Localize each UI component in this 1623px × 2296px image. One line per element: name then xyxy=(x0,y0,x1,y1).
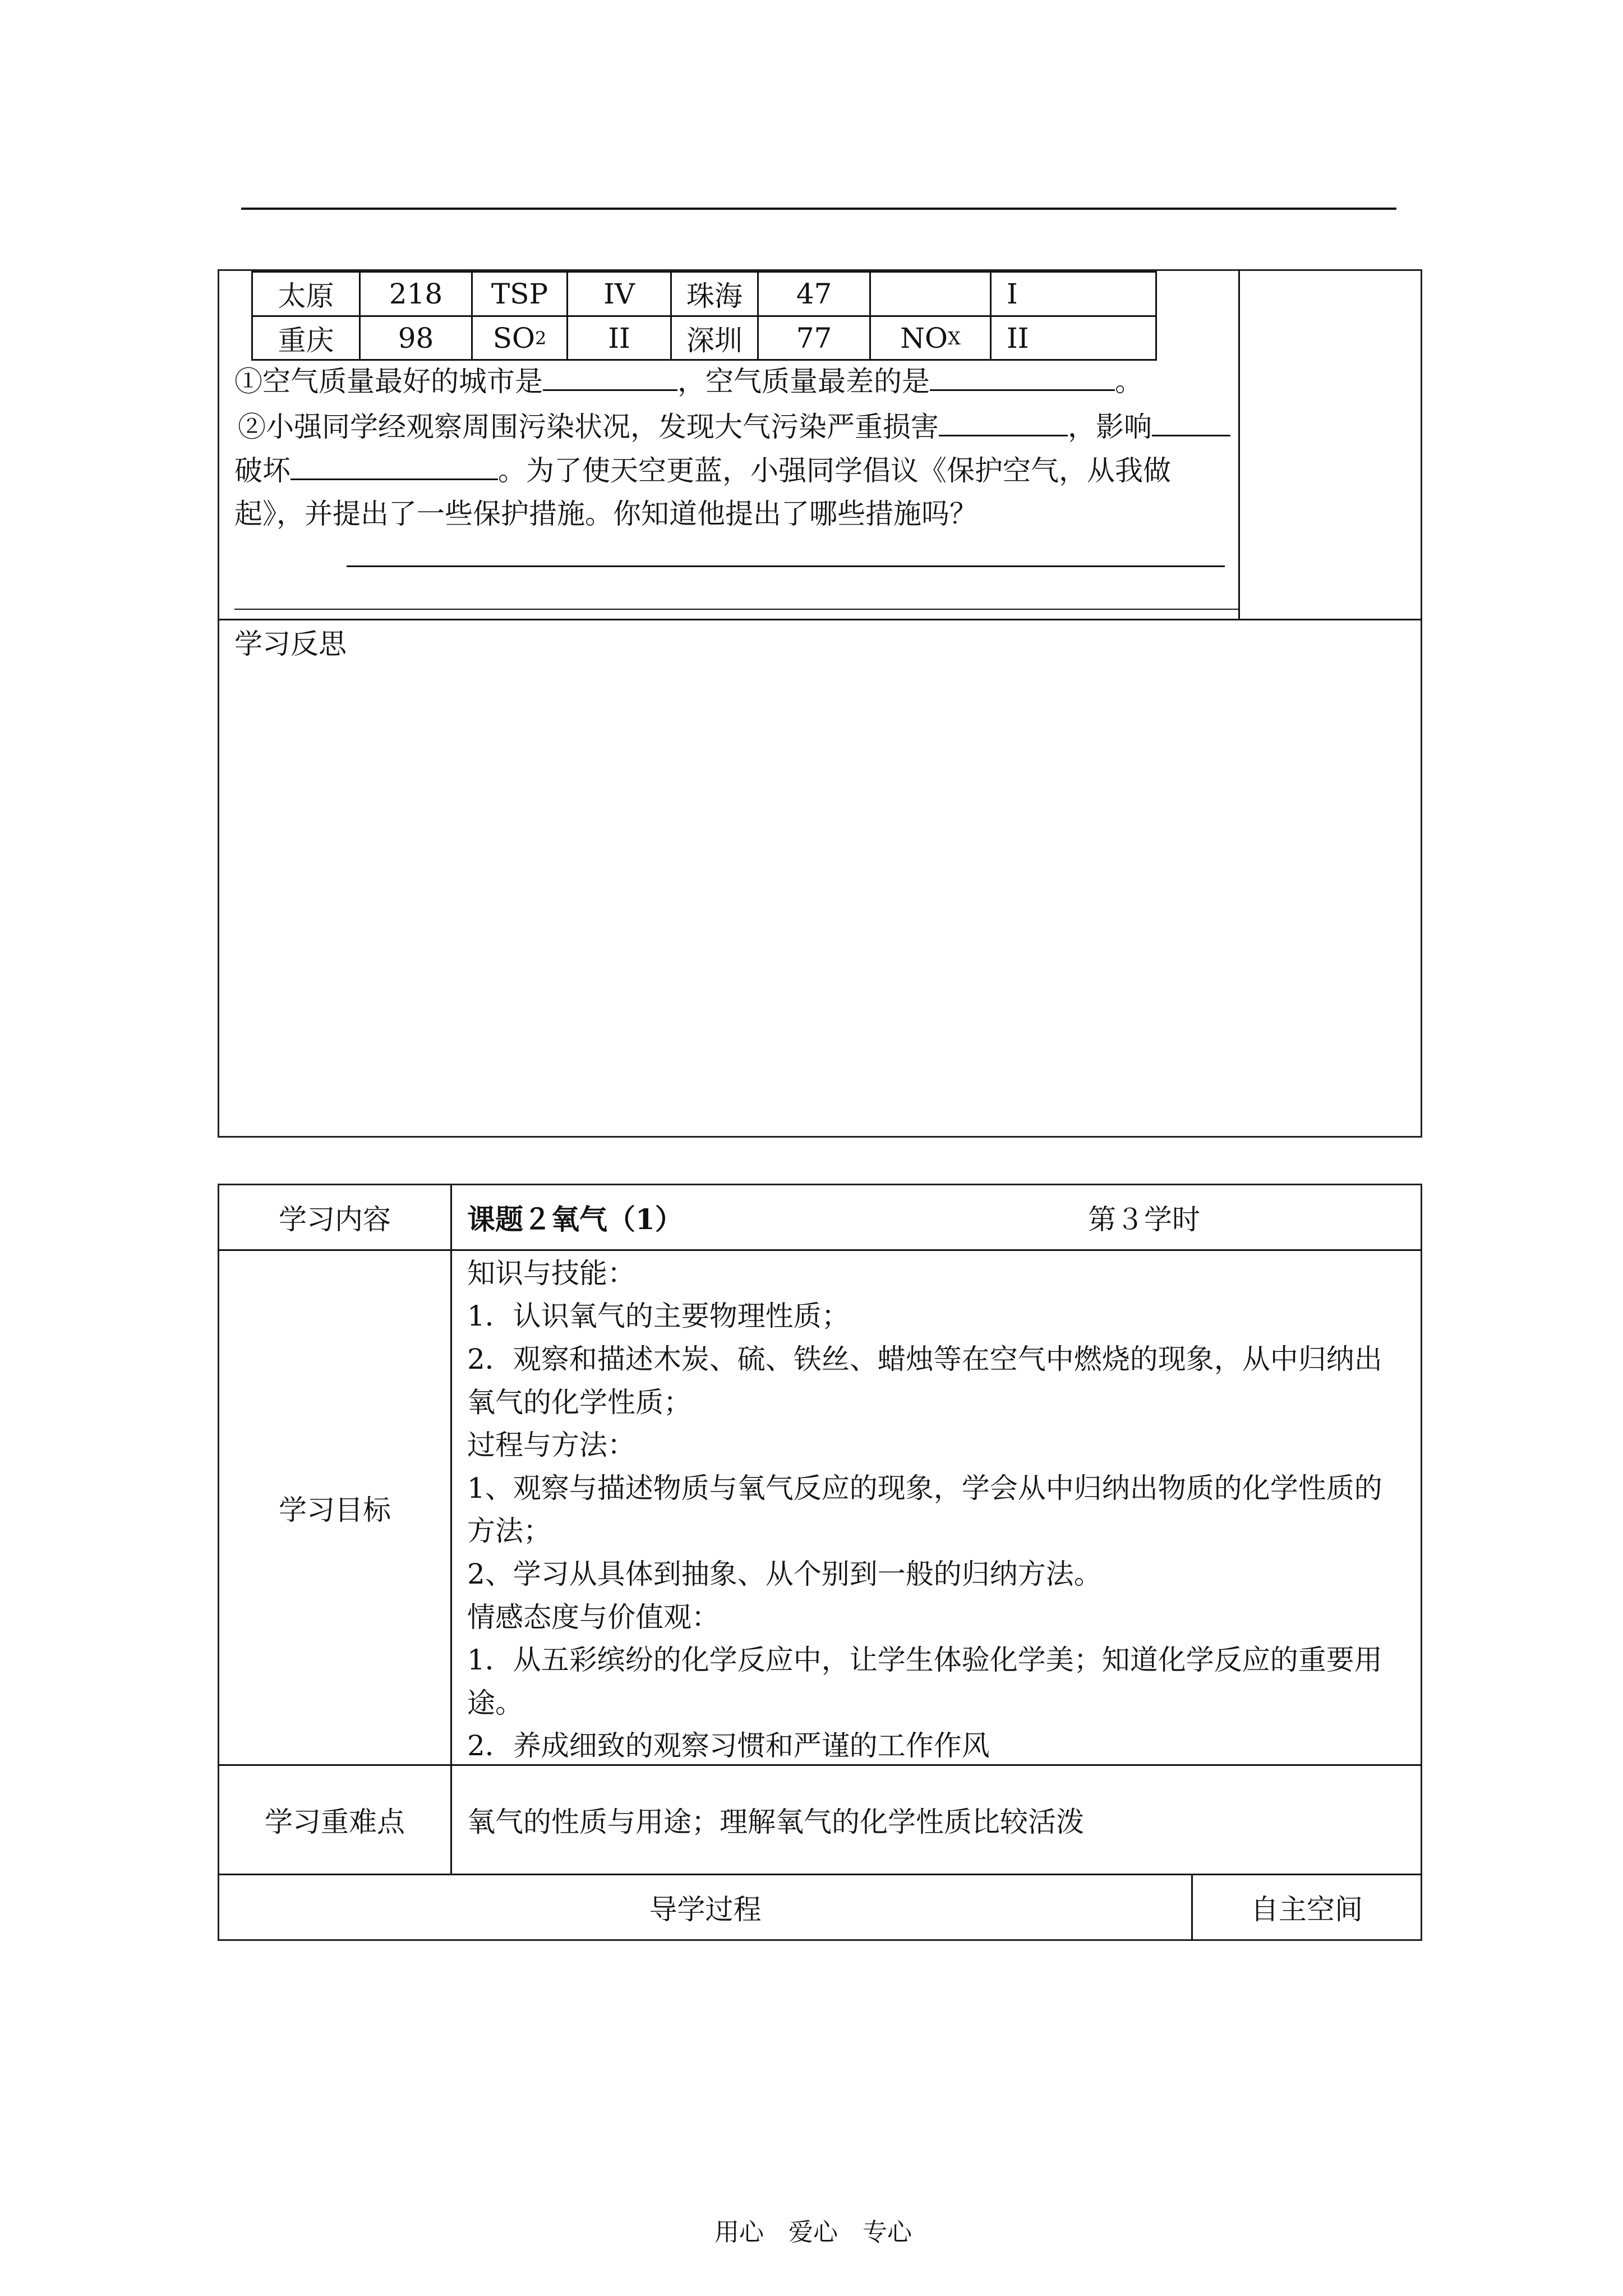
upper-right-column-divider xyxy=(1238,269,1240,620)
table-cell-pollutant xyxy=(871,273,990,315)
table-cell-city: 太原 xyxy=(278,280,334,312)
goal-line: 方法； xyxy=(467,1515,551,1547)
goal-line: 1．从五彩缤纷的化学反应中，让学生体验化学美；知道化学反应的重要用 xyxy=(467,1644,1382,1676)
self-space-label: 自主空间 xyxy=(1251,1893,1363,1926)
answer-blank[interactable] xyxy=(291,453,498,480)
goal-line: 途。 xyxy=(467,1687,523,1719)
guided-process-label: 导学过程 xyxy=(649,1893,762,1926)
question-2-line-3: 起》，并提出了一些保护措施。你知道他提出了哪些措施吗？ xyxy=(234,498,978,530)
goal-line: 1、观察与描述物质与氧气反应的现象，学会从中归纳出物质的化学性质的 xyxy=(467,1472,1382,1504)
question-2-line-2: 破坏 。为了使天空更蓝，小强同学倡议《保护空气，从我做 xyxy=(234,450,1171,491)
table-cell-value: 77 xyxy=(796,321,832,355)
goal-line: 2．观察和描述木炭、硫、铁丝、蜡烛等在空气中燃烧的现象，从中归纳出 xyxy=(467,1343,1382,1375)
lesson-title: 课题２氧气（1） xyxy=(467,1203,683,1236)
answer-blank[interactable] xyxy=(930,364,1115,391)
goal-line: 知识与技能： xyxy=(467,1257,635,1290)
table-cell-pollutant: SO 2 xyxy=(492,321,547,355)
goal-line: 氧气的化学性质； xyxy=(467,1386,691,1419)
lesson-period: 第３学时 xyxy=(1088,1203,1200,1236)
inner-bottom-rule xyxy=(234,609,1238,610)
table-cell-value: 218 xyxy=(389,278,443,310)
goal-line: 2、学习从具体到抽象、从个别到一般的归纳方法。 xyxy=(467,1558,1102,1590)
goals-label: 学习目标 xyxy=(279,1493,391,1526)
table-cell-pollutant: NO X xyxy=(900,321,961,355)
table-cell-city: 珠海 xyxy=(686,280,743,312)
goal-line: 2．养成细致的观察习惯和严谨的工作作风 xyxy=(467,1729,990,1762)
goal-line: 1．认识氧气的主要物理性质； xyxy=(467,1300,850,1332)
key-points-text: 氧气的性质与用途；理解氧气的化学性质比较活泼 xyxy=(467,1806,1084,1838)
answer-line[interactable] xyxy=(347,565,1225,567)
reflection-label: 学习反思 xyxy=(234,628,347,660)
content-label: 学习内容 xyxy=(279,1203,391,1236)
goal-line: 情感态度与价值观： xyxy=(467,1601,720,1634)
key-points-label: 学习重难点 xyxy=(265,1806,405,1838)
question-1: ①空气质量最好的城市是 ，空气质量最差的是 。 xyxy=(234,361,1143,402)
goal-line: 过程与方法： xyxy=(467,1429,635,1461)
table-cell-city: 深圳 xyxy=(686,324,743,357)
answer-blank[interactable] xyxy=(1152,409,1230,436)
table-cell-value: 47 xyxy=(796,278,832,310)
table-cell-value: 98 xyxy=(398,321,434,355)
question-2-line-1: ②小强同学经观察周围污染状况，发现大气污染严重损害 ，影响 xyxy=(238,407,1230,447)
header-rule xyxy=(241,208,1396,210)
reflection-divider xyxy=(218,619,1422,620)
table-cell-city: 重庆 xyxy=(278,324,334,357)
table-cell-level: II xyxy=(608,321,630,355)
table-cell-level: IV xyxy=(603,278,635,310)
table-cell-level: II xyxy=(1007,321,1029,355)
answer-blank[interactable] xyxy=(543,364,677,391)
table-cell-pollutant: TSP xyxy=(491,278,548,310)
table-cell-level: I xyxy=(1007,278,1018,310)
answer-blank[interactable] xyxy=(939,409,1068,436)
page-footer: 用心 爱心 专心 xyxy=(714,2218,912,2247)
